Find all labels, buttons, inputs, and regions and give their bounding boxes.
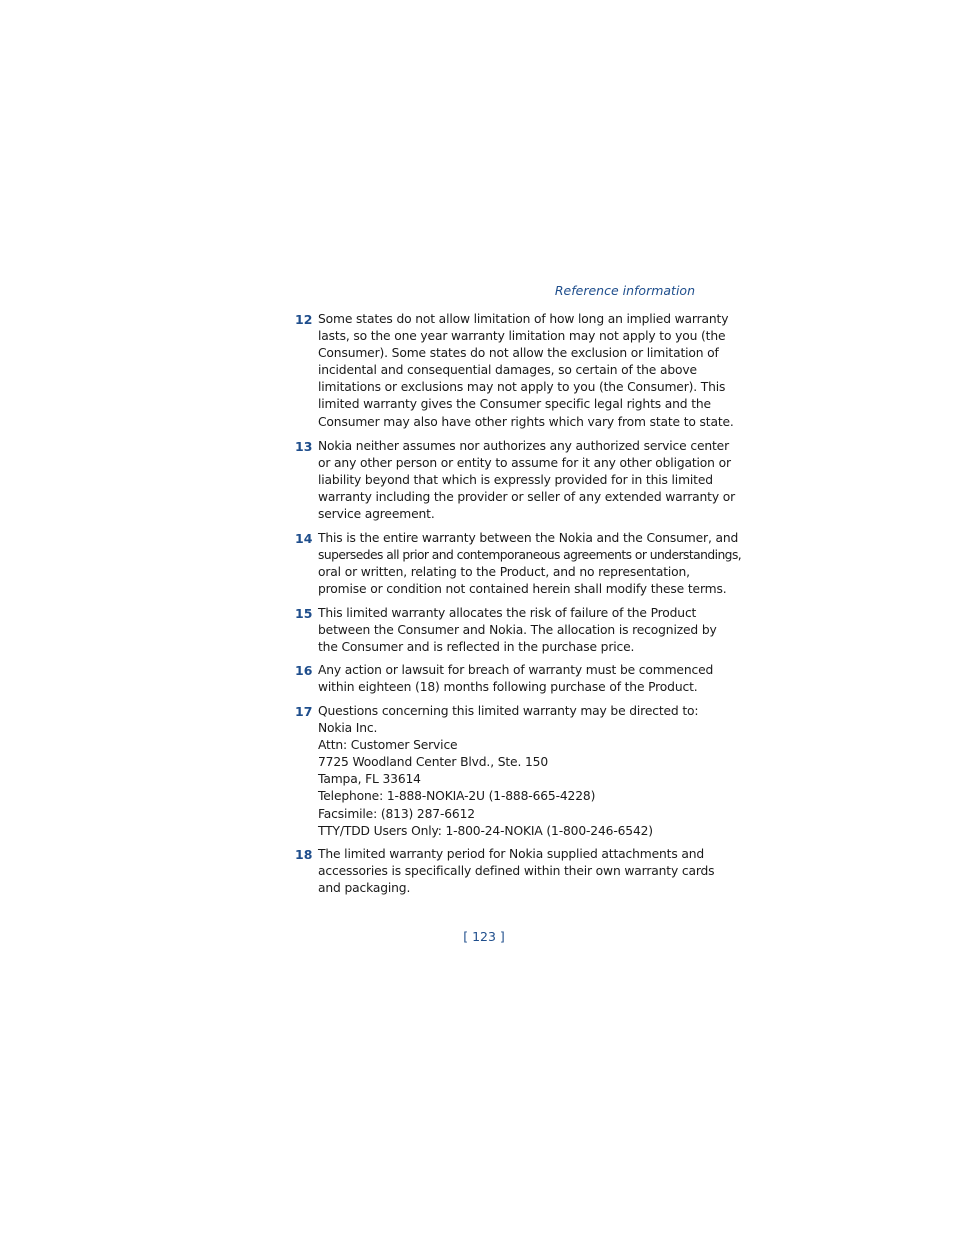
text-line: or any other person or entity to assume for it any other obligation or	[318, 456, 731, 471]
item-text	[318, 846, 714, 897]
text-line: service agreement.	[318, 507, 435, 522]
item-text	[318, 438, 735, 523]
item-number: 13	[295, 439, 313, 454]
address-company: Nokia Inc.	[318, 721, 378, 736]
text-line: This is the entire warranty between the Nokia and the Consumer, and	[318, 531, 739, 545]
text-line: limitations or exclusions may not apply to you (the Consumer). This	[318, 380, 726, 395]
item-number: 12	[295, 312, 313, 327]
item-number: 18	[295, 847, 313, 862]
page-number: [ 123 ]	[463, 929, 505, 944]
text-line: liability beyond that which is expressly provided for in this limited	[318, 473, 713, 488]
text-line: Some states do not allow limitation of how long an implied warranty	[318, 312, 729, 326]
tty-tdd: TTY/TDD Users Only: 1-800-24-NOKIA (1-800-246-6542)	[318, 823, 653, 838]
text-line: between the Consumer and Nokia. The allocation is recognized by	[318, 623, 717, 638]
telephone: Telephone: 1-888-NOKIA-2U (1-888-665-4228)	[318, 789, 596, 804]
address-city: Tampa, FL 33614	[318, 772, 421, 787]
item-text	[318, 311, 734, 431]
text-line: within eighteen (18) months following purchase of the Product.	[318, 680, 698, 695]
text-line: incidental and consequential damages, so certain of the above	[318, 363, 697, 378]
address-attn: Attn: Customer Service	[318, 738, 458, 753]
text-line: This limited warranty allocates the risk of failure of the Product	[318, 606, 697, 620]
text-line: limited warranty gives the Consumer specific legal rights and the	[318, 397, 711, 412]
address-street: 7725 Woodland Center Blvd., Ste. 150	[318, 755, 548, 770]
text-line: and packaging.	[318, 881, 411, 896]
item-text	[318, 605, 717, 656]
text-line: The limited warranty period for Nokia supplied attachments and	[318, 847, 705, 861]
text-line: Consumer may also have other rights which vary from state to state.	[318, 414, 734, 429]
text-line: the Consumer and is reflected in the purchase price.	[318, 640, 635, 655]
text-line: Any action or lawsuit for breach of warranty must be commenced	[318, 663, 714, 677]
running-head: Reference information	[554, 283, 695, 298]
item-text	[318, 662, 713, 696]
text-line: warranty including the provider or seller of any extended warranty or	[318, 490, 736, 505]
text-line: oral or written, relating to the Product, and no representation,	[318, 565, 690, 580]
text-line: lasts, so the one year warranty limitation may not apply to you (the	[318, 329, 726, 344]
text-line: supersedes all prior and contemporaneous agreements or understandings,	[318, 548, 742, 563]
facsimile: Facsimile: (813) 287-6612	[318, 806, 475, 821]
text-line: accessories is specifically defined within their own warranty cards	[318, 864, 715, 879]
item-text	[318, 530, 741, 598]
text-line: promise or condition not contained herein shall modify these terms.	[318, 582, 727, 597]
text-line: Questions concerning this limited warranty may be directed to:	[318, 704, 699, 718]
text-line: Nokia neither assumes nor authorizes any authorized service center	[318, 439, 729, 453]
item-number: 15	[295, 606, 313, 621]
item-text	[318, 703, 698, 840]
text-line: Consumer). Some states do not allow the exclusion or limitation of	[318, 346, 719, 361]
item-number: 14	[295, 531, 313, 546]
item-number: 17	[295, 704, 313, 719]
item-number: 16	[295, 663, 313, 678]
